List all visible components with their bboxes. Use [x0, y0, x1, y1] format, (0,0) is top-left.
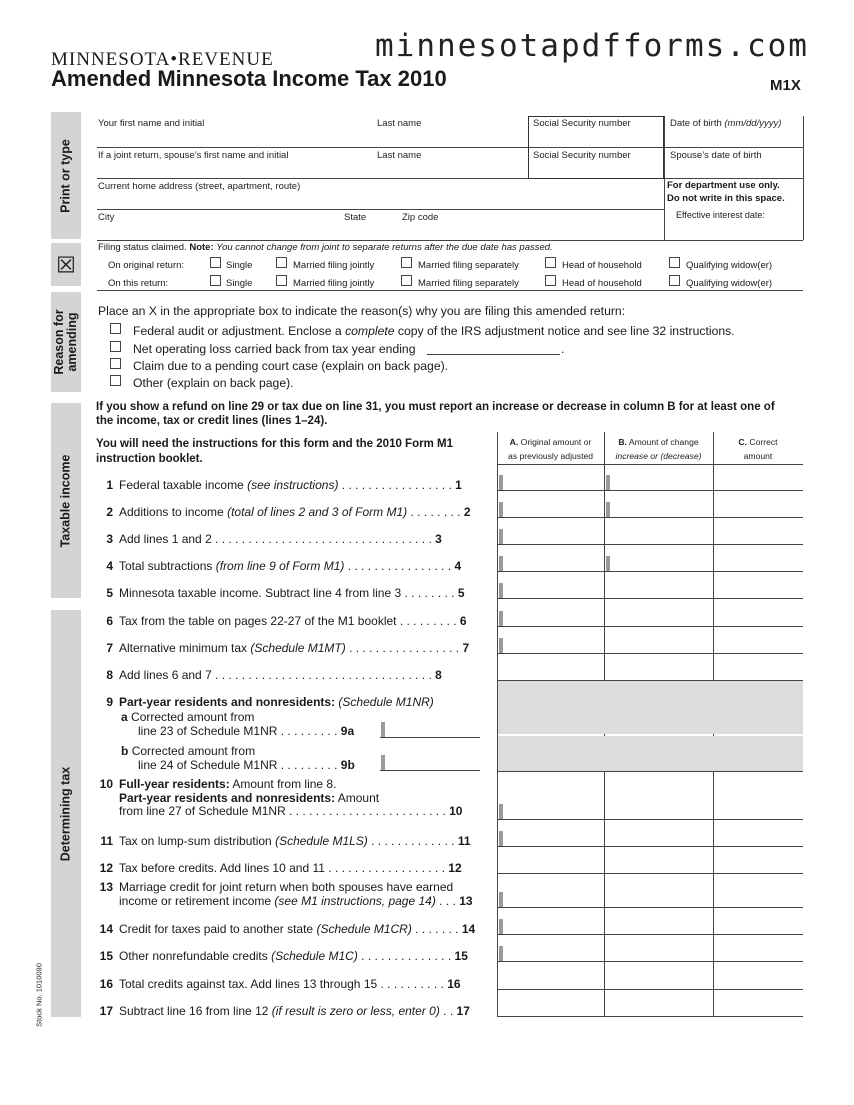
line-10-col-c[interactable]: [714, 803, 803, 819]
line-9a-shaded: [498, 680, 803, 734]
line-5-ref: 5: [457, 586, 465, 600]
line-3-col-b[interactable]: [611, 528, 712, 544]
line-9b-text1: Corrected amount from: [131, 744, 256, 758]
line-16-number: 16: [99, 977, 113, 991]
original-widow-checkbox[interactable]: [669, 257, 680, 268]
line-11-dots: . . . . . . . . . . . . .: [367, 834, 455, 848]
line-13-col-b[interactable]: [611, 891, 712, 907]
form-title: Amended Minnesota Income Tax 2010: [51, 66, 447, 91]
line-14-note: (Schedule M1CR): [316, 922, 412, 936]
this-single-checkbox[interactable]: [210, 275, 221, 286]
refund-note: [96, 400, 775, 428]
line-10-col-a[interactable]: [504, 803, 603, 819]
sidebar-reason-line2: amending: [65, 312, 79, 372]
column-c-line1: Correct: [749, 437, 778, 447]
line-5-col-c[interactable]: [714, 582, 803, 598]
dob-format: (mm/dd/yyyy): [724, 118, 782, 129]
instructions-need: [96, 437, 453, 467]
line-8-text: Add lines 6 and 7: [119, 668, 212, 682]
line-15-note: (Schedule M1C): [271, 949, 358, 963]
zip-field[interactable]: [401, 223, 661, 239]
line-6-col-b[interactable]: [611, 610, 712, 626]
line-3-label: [97, 532, 442, 546]
line-6-col-a[interactable]: [504, 610, 603, 626]
last-name-field[interactable]: [376, 130, 526, 146]
line-9-bold: Part-year residents and nonresidents:: [119, 695, 336, 709]
this-hoh-label: Head of household: [562, 278, 642, 289]
line-13-number: 13: [99, 880, 113, 894]
line-10-label: [97, 778, 462, 819]
line-4-ref: 4: [454, 559, 462, 573]
line-12-col-c[interactable]: [714, 857, 803, 873]
line-14-dots: . . . . . . .: [411, 922, 459, 936]
sidebar-print-or-type-label: Print or type: [58, 138, 73, 213]
line-8-label: [97, 668, 442, 682]
spouse-first-name-field[interactable]: [97, 162, 375, 177]
reason-audit-text-c: copy of the IRS adjustment notice and see line 32 instructions.: [397, 324, 735, 338]
line-11-label: [97, 834, 471, 848]
filing-status-heading: [98, 242, 553, 253]
line-11-note: (Schedule M1LS): [275, 834, 368, 848]
line-2-col-b[interactable]: [611, 501, 712, 517]
original-hoh-label: Head of household: [562, 260, 642, 271]
line-9b-dots: . . . . . . . . .: [277, 758, 338, 772]
line-1-number: 1: [106, 478, 113, 492]
line-3-dots: . . . . . . . . . . . . . . . . . . . . . . . . . . . . . . . . .: [211, 532, 432, 546]
column-a-line2: as previously adjusted: [507, 451, 594, 461]
line-5-col-a[interactable]: [504, 582, 603, 598]
line-13-label: [97, 880, 473, 908]
line-5-label: [97, 586, 465, 600]
ssn-label: Social Security number: [533, 118, 631, 129]
this-mfs-label: Married filing separately: [418, 278, 519, 289]
line-1-ref: 1: [455, 478, 462, 492]
line-17-note: (if result is zero or less, enter 0): [271, 1004, 440, 1018]
line-3-col-a[interactable]: [504, 528, 603, 544]
first-name-field[interactable]: [97, 130, 375, 146]
ssn-box: [528, 116, 664, 179]
this-return-label: On this return:: [108, 278, 169, 289]
line-13-text2: income or retirement income: [119, 894, 272, 908]
line-6-label: [97, 614, 467, 628]
line-7-number: 7: [106, 641, 113, 655]
this-hoh-checkbox[interactable]: [545, 275, 556, 286]
line-5-col-b[interactable]: [611, 582, 712, 598]
column-a-line1: Original amount or: [520, 437, 592, 447]
nol-year-field[interactable]: [427, 354, 560, 355]
this-mfs-checkbox[interactable]: [401, 275, 412, 286]
refund-note-line1: If you show a refund on line 29 or tax due on line 31, you must report an increase or decrease in column B for at least one of: [96, 401, 775, 413]
sidebar-reason: [51, 292, 81, 392]
line-9a-label: [121, 710, 354, 738]
original-hoh-checkbox[interactable]: [545, 257, 556, 268]
reason-audit-text-b: complete: [345, 324, 395, 338]
spouse-dob-label: Spouse’s date of birth: [670, 150, 762, 161]
column-b-line1: Amount of change: [628, 437, 699, 447]
line-10-number: 10: [99, 777, 113, 791]
address-field[interactable]: [97, 193, 662, 208]
line-3-number: 3: [106, 532, 113, 546]
line-3-text: Add lines 1 and 2: [119, 532, 212, 546]
watermark-text: minnesotapdfforms.com: [375, 28, 809, 64]
line-16-label: [97, 977, 461, 991]
this-mfj-label: Married filing jointly: [293, 278, 375, 289]
line-8-col-c[interactable]: [714, 664, 803, 680]
line-14-col-c[interactable]: [714, 918, 803, 934]
line-9-label: [97, 695, 434, 709]
line-9a-dots: . . . . . . . . .: [277, 724, 338, 738]
original-mfs-checkbox[interactable]: [401, 257, 412, 268]
reason-nol-label: Net operating loss carried back from tax year ending: [133, 342, 416, 356]
filing-status-note-label: Note:: [189, 242, 214, 253]
line-12-col-a[interactable]: [504, 857, 603, 873]
line-2-label: [97, 505, 471, 519]
first-name-label: Your first name and initial: [98, 118, 205, 129]
line-10-bold1: Full-year residents:: [119, 777, 230, 791]
line-14-ref: 14: [461, 922, 476, 936]
line-17-col-c[interactable]: [714, 1000, 803, 1016]
this-mfj-checkbox[interactable]: [276, 275, 287, 286]
line-7-col-c[interactable]: [714, 637, 803, 653]
agency-name: MINNESOTA•REVENUE: [51, 49, 274, 70]
line-7-label: [97, 641, 469, 655]
state-field[interactable]: [343, 223, 398, 239]
line-17-dots: . .: [439, 1004, 454, 1018]
checkbox-x-icon: ☒: [56, 252, 76, 277]
stock-number: [32, 963, 46, 1027]
stock-number-label: Stock No. 1010090: [34, 963, 44, 1027]
reason-other-label: Other (explain on back page).: [133, 376, 294, 390]
line-7-col-a[interactable]: [504, 637, 603, 653]
reason-nol-period: .: [561, 342, 565, 356]
line-8-ref: 8: [435, 668, 442, 682]
line-10-bold2: Part-year residents and nonresidents:: [119, 790, 336, 805]
line-10-ref: 10: [449, 804, 463, 818]
reason-intro: Place an X in the appropriate box to indicate the reason(s) why you are filing this amended return:: [98, 304, 626, 318]
line-13-text1: Marriage credit for joint return when both spouses have earned: [119, 880, 454, 894]
original-widow-label: Qualifying widow(er): [686, 260, 773, 271]
line-14-text: Credit for taxes paid to another state: [119, 922, 314, 936]
line-17-label: [97, 1004, 470, 1018]
line-4-note: (from line 9 of Form M1): [215, 559, 345, 573]
line-9a-letter: a: [121, 710, 128, 724]
sidebar-determining-tax: [51, 610, 81, 1017]
original-mfj-checkbox[interactable]: [276, 257, 287, 268]
line-6-number: 6: [106, 614, 113, 628]
column-c-header: [713, 435, 803, 463]
line-2-note: (total of lines 2 and 3 of Form M1): [227, 505, 408, 519]
state-label: State: [344, 212, 367, 223]
line-14-label: [97, 922, 475, 936]
line-13-dots: . . .: [435, 894, 456, 908]
line-16-col-a[interactable]: [504, 973, 603, 989]
line-9-number: 9: [106, 695, 113, 709]
spouse-dob-field[interactable]: [668, 162, 802, 177]
line-6-dots: . . . . . . . . .: [396, 614, 457, 628]
form-id: M1X: [770, 77, 801, 94]
reason-audit-checkbox[interactable]: [110, 323, 121, 334]
line-1-col-c[interactable]: [714, 474, 803, 490]
original-mfj-label: Married filing jointly: [293, 260, 375, 271]
line-9a-text2: line 23 of Schedule M1NR: [138, 724, 278, 738]
sidebar-taxable-income: [51, 403, 81, 598]
city-field[interactable]: [97, 223, 337, 239]
line-2-dots: . . . . . . . .: [407, 505, 461, 519]
line-2-ref: 2: [463, 505, 471, 519]
line-2-col-a[interactable]: [504, 501, 603, 517]
line-9a-text1: Corrected amount from: [131, 710, 255, 724]
original-mfs-label: Married filing separately: [418, 260, 519, 271]
line-5-number: 5: [106, 586, 113, 600]
line-16-dots: . . . . . . . . . .: [377, 977, 444, 991]
line-16-col-c[interactable]: [714, 973, 803, 989]
line-4-col-a[interactable]: [504, 555, 603, 571]
original-single-label: Single: [226, 260, 253, 271]
line-15-col-b[interactable]: [611, 945, 712, 961]
line-17-number: 17: [99, 1004, 113, 1018]
line-1-text: Federal taxable income: [119, 478, 244, 492]
refund-note-line2: the income, tax or credit lines (lines 1–24).: [96, 415, 328, 427]
address-label: Current home address (street, apartment, route): [98, 181, 301, 192]
line-6-text: Tax from the table on pages 22-27 of the M1 booklet: [119, 614, 397, 628]
line-11-ref: 11: [457, 834, 471, 848]
line-14-col-b[interactable]: [611, 918, 712, 934]
line-1-col-a[interactable]: [504, 474, 603, 490]
line-4-dots: . . . . . . . . . . . . . . . .: [344, 559, 452, 573]
sidebar-reason-label: [53, 309, 79, 374]
line-12-ref: 12: [448, 861, 462, 875]
column-b-header: [604, 435, 713, 463]
line-16-text: Total credits against tax. Add lines 13 through 15: [119, 977, 378, 991]
column-c-line2: amount: [743, 451, 773, 461]
sidebar-taxable-income-label: Taxable income: [58, 454, 73, 547]
line-16-ref: 16: [447, 977, 461, 991]
line-8-col-a[interactable]: [504, 664, 603, 680]
line-6-ref: 6: [459, 614, 467, 628]
reason-audit-text-a: Federal audit or adjustment. Enclose a: [133, 324, 342, 338]
line-12-dots: . . . . . . . . . . . . . . . . . .: [324, 861, 445, 875]
reason-nol-checkbox[interactable]: [110, 341, 121, 352]
dept-use-note: [667, 179, 785, 205]
line-11-number: 11: [100, 834, 113, 848]
instructions-need-line2: instruction booklet.: [96, 453, 203, 465]
line-10-text2: Amount: [337, 790, 380, 805]
line-15-col-a[interactable]: [504, 945, 603, 961]
line-7-col-b[interactable]: [611, 637, 712, 653]
sidebar-filing-status: [51, 243, 81, 286]
line-7-text: Alternative minimum tax: [119, 641, 248, 655]
spouse-ssn-label: Social Security number: [533, 150, 631, 161]
line-1-label: [97, 478, 462, 492]
line-13-ref: 13: [459, 894, 473, 908]
line-15-ref: 15: [454, 949, 468, 963]
line-4-label: [97, 559, 461, 573]
line-4-col-b[interactable]: [611, 555, 712, 571]
line-9a-ref: 9a: [340, 724, 355, 738]
line-4-col-c[interactable]: [714, 555, 803, 571]
original-return-label: On original return:: [108, 260, 185, 271]
line-11-col-a[interactable]: [504, 830, 603, 846]
line-13-note: (see M1 instructions, page 14): [274, 894, 436, 908]
line-8-dots: . . . . . . . . . . . . . . . . . . . . . . . . . . . . . . . . .: [211, 668, 432, 682]
line-9-note: (Schedule M1NR): [338, 695, 434, 709]
line-12-text: Tax before credits. Add lines 10 and 11: [119, 861, 325, 875]
line-15-label: [97, 949, 468, 963]
line-9b-ref: 9b: [340, 758, 355, 772]
line-4-number: 4: [106, 559, 113, 573]
line-17-text: Subtract line 16 from line 12: [119, 1004, 269, 1018]
line-2-number: 2: [106, 505, 113, 519]
filing-status-note: You cannot change from joint to separate returns after the due date has passed.: [216, 242, 553, 253]
line-9a-field[interactable]: [386, 721, 480, 737]
line-7-note: (Schedule M1MT): [250, 641, 346, 655]
column-a-letter: A.: [509, 437, 519, 447]
line-9b-letter: b: [121, 744, 129, 758]
line-10-text1: Amount from line 8.: [232, 777, 337, 791]
reason-other-checkbox[interactable]: [110, 375, 121, 386]
filing-status-title: Filing status claimed.: [98, 242, 187, 253]
line-12-label: [97, 861, 462, 875]
line-10-dots: . . . . . . . . . . . . . . . . . . . . . . . .: [285, 804, 446, 818]
column-b-letter: B.: [618, 437, 627, 447]
reason-court-checkbox[interactable]: [110, 358, 121, 369]
line-15-text: Other nonrefundable credits: [119, 949, 268, 963]
line-3-ref: 3: [435, 532, 442, 546]
dob-label: [670, 118, 781, 129]
this-widow-checkbox[interactable]: [669, 275, 680, 286]
line-11-col-c[interactable]: [714, 830, 803, 846]
line-5-dots: . . . . . . . .: [401, 586, 455, 600]
line-1-col-b[interactable]: [611, 474, 712, 490]
line-9b-text2: line 24 of Schedule M1NR: [138, 758, 278, 772]
line-13-col-a[interactable]: [504, 891, 603, 907]
line-7-ref: 7: [462, 641, 470, 655]
line-1-note: (see instructions): [247, 478, 339, 492]
spouse-last-name-field[interactable]: [376, 162, 526, 177]
sidebar-determining-tax-label: Determining tax: [58, 766, 73, 861]
spouse-last-name-label: Last name: [377, 150, 422, 161]
interest-date-label: Effective interest date:: [676, 210, 765, 220]
line-11-col-b[interactable]: [611, 830, 712, 846]
line-9b-field[interactable]: [386, 754, 480, 770]
column-c-letter: C.: [738, 437, 747, 447]
line-14-number: 14: [99, 922, 113, 936]
dept-use-line1: For department use only.: [667, 180, 780, 191]
line-2-col-c[interactable]: [714, 501, 803, 517]
line-3-col-c[interactable]: [714, 528, 803, 544]
sidebar-print-or-type: [51, 112, 81, 239]
line-17-ref: 17: [456, 1004, 470, 1018]
column-b-line2: increase or (decrease): [615, 451, 702, 461]
line-9b-shaded: [498, 736, 803, 771]
sidebar-reason-line1: Reason for: [52, 309, 66, 375]
line-2-text: Additions to income: [119, 505, 224, 519]
line-15-number: 15: [99, 949, 113, 963]
line-8-number: 8: [106, 668, 113, 682]
line-12-col-b[interactable]: [611, 857, 712, 873]
line-13-col-c[interactable]: [714, 891, 803, 907]
city-label: City: [98, 212, 115, 223]
instructions-need-line1: You will need the instructions for this form and the 2010 Form M1: [96, 438, 453, 450]
line-15-dots: . . . . . . . . . . . . . .: [357, 949, 452, 963]
line-17-col-a[interactable]: [504, 1000, 603, 1016]
line-17-col-b[interactable]: [611, 1000, 712, 1016]
line-15-col-c[interactable]: [714, 945, 803, 961]
dept-use-line2: Do not write in this space.: [667, 193, 785, 204]
column-a-header: [497, 435, 604, 463]
reason-court-label: Claim due to a pending court case (explain on back page).: [133, 359, 449, 373]
line-6-col-c[interactable]: [714, 610, 803, 626]
spouse-first-name-label: If a joint return, spouse’s first name and initial: [98, 150, 289, 161]
line-1-dots: . . . . . . . . . . . . . . . . .: [338, 478, 452, 492]
line-8-col-b[interactable]: [611, 664, 712, 680]
line-9b-label: [121, 744, 355, 772]
line-11-text: Tax on lump-sum distribution: [119, 834, 272, 848]
dob-field[interactable]: [668, 130, 802, 146]
line-5-text: Minnesota taxable income. Subtract line 4 from line 3: [119, 586, 402, 600]
line-16-col-b[interactable]: [611, 973, 712, 989]
line-10-col-b[interactable]: [611, 803, 712, 819]
line-10-text3: from line 27 of Schedule M1NR: [119, 804, 286, 818]
this-widow-label: Qualifying widow(er): [686, 278, 773, 289]
line-12-number: 12: [99, 861, 113, 875]
line-7-dots: . . . . . . . . . . . . . . . . .: [345, 641, 460, 655]
line-14-col-a[interactable]: [504, 918, 603, 934]
last-name-label: Last name: [377, 118, 422, 129]
this-single-label: Single: [226, 278, 253, 289]
zip-label: Zip code: [402, 212, 439, 223]
dob-label-text: Date of birth: [670, 118, 722, 129]
original-single-checkbox[interactable]: [210, 257, 221, 268]
line-4-text: Total subtractions: [119, 559, 213, 573]
reason-audit-label: [133, 324, 735, 338]
